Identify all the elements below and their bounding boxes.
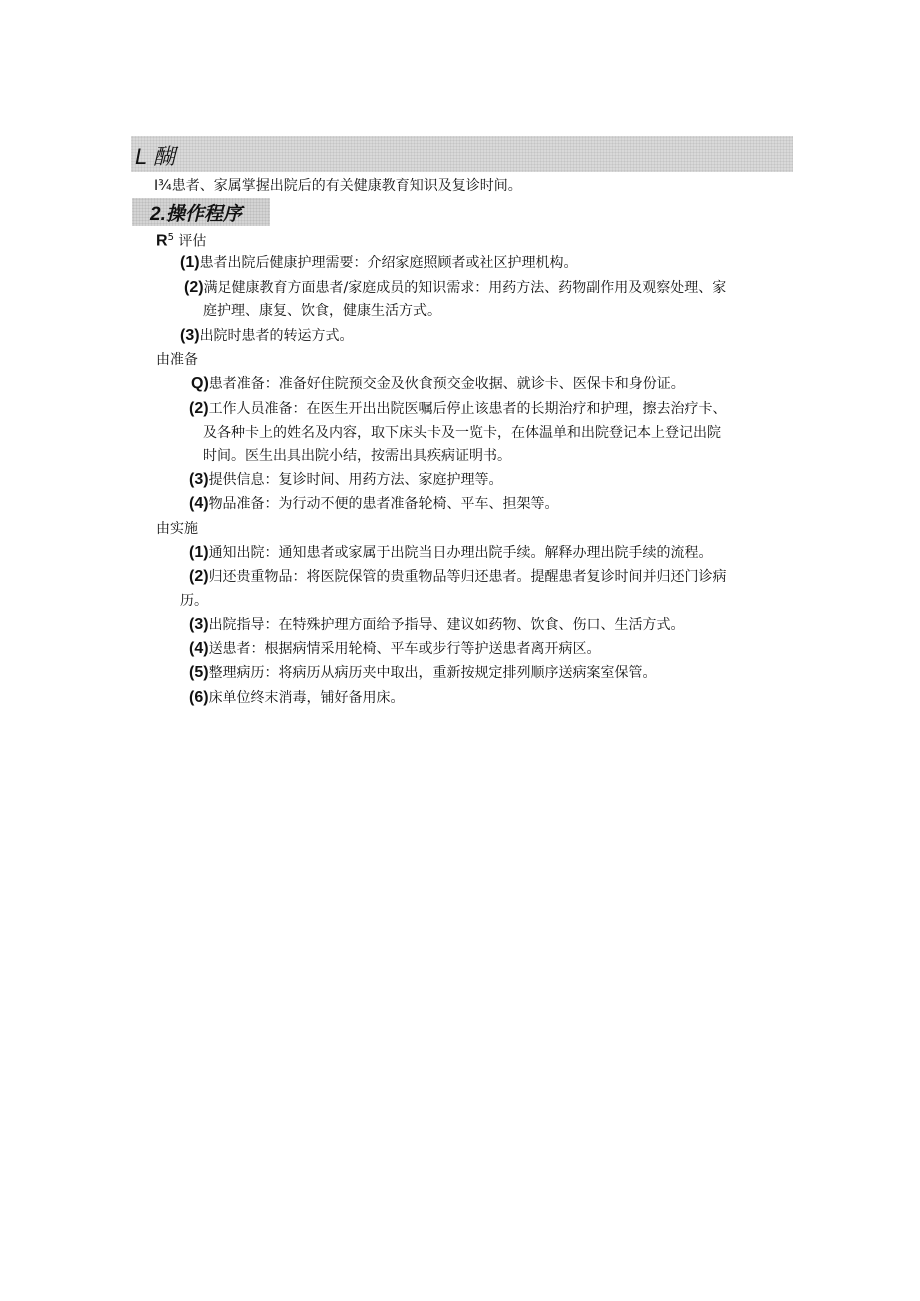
list-item <box>180 253 578 273</box>
item-continuation: 时间。医生出具出院小结，按需出具疾病证明书。 <box>203 448 511 464</box>
item-number: (3) <box>189 471 209 488</box>
item-text: 物品准备：为行动不便的患者准备轮椅、平车、担架等。 <box>208 496 559 512</box>
item-continuation: 历。 <box>180 593 208 609</box>
item-number: (2) <box>189 400 209 417</box>
list-item <box>191 374 685 394</box>
item-text: 整理病历：将病历从病历夹中取出，重新按规定排列顺序送病案室保管。 <box>208 665 657 681</box>
item-number: (4) <box>189 640 209 657</box>
item-number: (5) <box>189 664 209 681</box>
list-item <box>189 688 405 708</box>
list-item <box>180 326 354 346</box>
list-item <box>189 663 657 683</box>
item-number: (1) <box>180 254 200 271</box>
list-item <box>189 543 713 563</box>
item-number: Q) <box>191 375 209 392</box>
item-text: 工作人员准备：在医生开出出院医嘱后停止该患者的长期治疗和护理，擦去治疗卡、 <box>208 401 727 417</box>
item-text: 满足健康教育方面患者/家庭成员的知识需求：用药方法、药物副作用及观察处理、家 <box>203 280 727 296</box>
list-item <box>189 494 559 514</box>
item-number: (1) <box>189 544 209 561</box>
item-number: (2) <box>184 279 204 296</box>
objective-text: I¾患者、家属掌握出院后的有关健康教育知识及复诊时间。 <box>154 178 522 194</box>
list-item <box>189 567 727 587</box>
procedure-heading: 2.操作程序 <box>150 204 242 225</box>
item-continuation: 庭护理、康复、饮食，健康生活方式。 <box>203 303 441 319</box>
item-number: (3) <box>189 616 209 633</box>
item-text: 送患者：根据病情采用轮椅、平车或步行等护送患者离开病区。 <box>208 641 601 657</box>
assess-heading-prefix: R <box>156 232 168 250</box>
list-item <box>189 399 727 419</box>
item-text: 通知出院：通知患者或家属于出院当日办理出院手续。解释办理出院手续的流程。 <box>208 545 713 561</box>
prepare-heading: 由准备 <box>156 352 198 368</box>
section-banner <box>131 136 793 172</box>
assess-heading-sup: 5 <box>167 232 174 243</box>
list-item <box>189 639 601 659</box>
item-text: 出院指导：在特殊护理方面给予指导、建议如药物、饮食、伤口、生活方式。 <box>208 617 685 633</box>
implement-heading: 由实施 <box>156 521 198 537</box>
item-number: (6) <box>189 689 209 706</box>
section-title: L 醐 <box>135 144 175 169</box>
item-text: 床单位终末消毒，铺好备用床。 <box>208 690 405 706</box>
item-text: 出院时患者的转运方式。 <box>199 328 354 344</box>
assess-heading-text: 评估 <box>173 233 207 250</box>
item-text: 提供信息：复诊时间、用药方法、家庭护理等。 <box>208 472 503 488</box>
list-item <box>184 278 726 298</box>
item-text: 归还贵重物品：将医院保管的贵重物品等归还患者。提醒患者复诊时间并归还门诊病 <box>208 569 727 585</box>
item-continuation: 及各种卡上的姓名及内容，取下床头卡及一览卡，在体温单和出院登记本上登记出院 <box>203 425 721 441</box>
item-text: 患者出院后健康护理需要：介绍家庭照顾者或社区护理机构。 <box>199 255 578 271</box>
list-item <box>189 615 685 635</box>
assess-heading <box>156 228 206 252</box>
list-item <box>189 470 503 490</box>
item-number: (3) <box>180 327 200 344</box>
item-text: 患者准备：准备好住院预交金及伙食预交金收据、就诊卡、医保卡和身份证。 <box>208 376 685 392</box>
item-number: (4) <box>189 495 209 512</box>
item-number: (2) <box>189 568 209 585</box>
